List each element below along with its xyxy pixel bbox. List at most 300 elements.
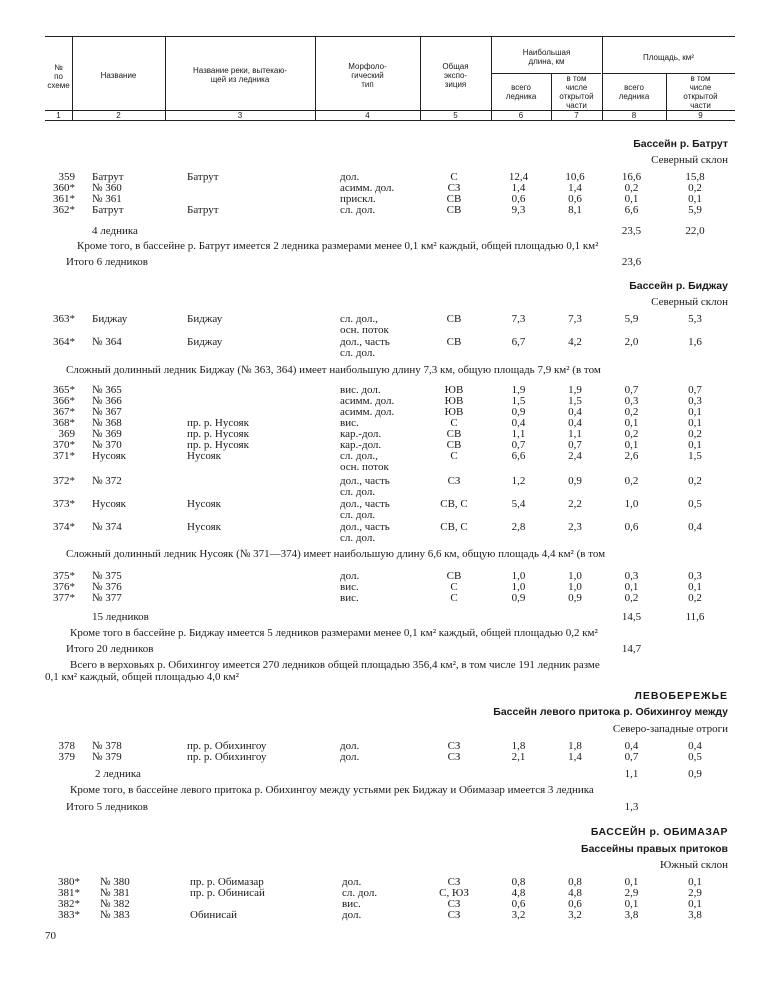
cell-a2: 0,1 xyxy=(688,417,702,429)
cell-a1: 0,2 xyxy=(624,475,639,487)
cell-type: вис. xyxy=(342,898,361,910)
cell-river: Нусояк xyxy=(187,498,222,510)
cell-n: 363* xyxy=(53,313,75,325)
cell-l1: 5,4 xyxy=(511,498,526,510)
header-area-total xyxy=(602,83,666,101)
cell-l1: 1,4 xyxy=(511,182,526,194)
cell-river: пр. р. Обихингоу xyxy=(187,751,267,763)
header-text: всего xyxy=(511,83,531,92)
page-number: 70 xyxy=(45,930,56,942)
cell-name: Батрут xyxy=(92,171,124,183)
cell-a1: 5,9 xyxy=(624,313,639,325)
cell-l1: 9,3 xyxy=(511,204,526,216)
cell-l2: 1,1 xyxy=(568,428,582,440)
header-text: зиция xyxy=(444,80,467,89)
cell-name: № 379 xyxy=(92,751,122,763)
cell-type: вис. xyxy=(340,592,359,604)
cell-river: пр. р. Нусояк xyxy=(187,439,249,451)
cell-l2: 0,6 xyxy=(568,898,582,910)
cell-a1: 0,7 xyxy=(624,384,639,396)
cell-exp: СВ xyxy=(446,204,462,216)
cell-n: 371* xyxy=(53,450,75,462)
cell-exp: СЗ xyxy=(447,475,461,487)
cell-exp: С xyxy=(450,171,458,183)
cell-name: № 366 xyxy=(92,395,122,407)
cell-l1: 4,8 xyxy=(511,887,526,899)
cell-a2: 0,1 xyxy=(688,406,702,418)
cell-l2: 1,4 xyxy=(568,751,582,763)
summary-text: Всего в верховьях р. Обихингоу имеется 270 ледников общей площадью 356,4 км², в том числе 191 ледник разме xyxy=(70,659,600,671)
cell-type: прискл. xyxy=(340,193,376,205)
cell-exp: СЗ xyxy=(447,876,461,888)
cell-name: № 364 xyxy=(92,336,122,348)
cell-n: 383* xyxy=(58,909,80,921)
cell-l1: 6,6 xyxy=(511,450,526,462)
cell-l2: 0,6 xyxy=(568,193,582,205)
cell-a2: 1,6 xyxy=(688,336,702,348)
section-title: Бассейн р. Батрут xyxy=(633,138,728,150)
cell-n: 362* xyxy=(53,204,75,216)
header-top-rule xyxy=(45,36,735,37)
cell-l1: 6,7 xyxy=(511,336,526,348)
header-text: ледника xyxy=(618,92,650,101)
cell-l2: 0,4 xyxy=(568,417,582,429)
header-text: Наибольшая xyxy=(522,48,571,57)
cell-name: № 367 xyxy=(92,406,122,418)
cell-l2: 0,9 xyxy=(568,592,582,604)
col-divider xyxy=(602,36,603,120)
header-text: Название реки, вытекаю- xyxy=(192,66,288,75)
cell-l2: 0,8 xyxy=(568,876,582,888)
cell-n: 360* xyxy=(53,182,75,194)
cell-n: 359 xyxy=(58,171,75,183)
summary-text: 0,1 км² каждый, общей площадью 4,0 км² xyxy=(45,671,239,683)
cell-exp: СЗ xyxy=(447,898,461,910)
cell-type: дол. xyxy=(340,751,360,763)
header-bottom-rule xyxy=(45,120,735,121)
header-text: ледника xyxy=(505,92,537,101)
cell-type: дол. xyxy=(342,909,362,921)
cell-a1: 3,8 xyxy=(624,909,639,921)
section-title: Бассейн левого притока р. Обихингоу между xyxy=(493,706,728,718)
cell-exp: СЗ xyxy=(447,740,461,752)
cell-a2: 1,5 xyxy=(688,450,702,462)
header-morph-type xyxy=(315,62,420,89)
column-number: 7 xyxy=(574,111,579,120)
cell-exp: ЮВ xyxy=(444,384,464,396)
column-number: 5 xyxy=(453,111,458,120)
cell-l2: 0,7 xyxy=(568,439,582,451)
header-length-open xyxy=(551,74,602,110)
cell-l2: 4,8 xyxy=(568,887,582,899)
cell-name: Нусояк xyxy=(92,498,127,510)
cell-l1: 1,2 xyxy=(511,475,526,487)
cell-exp: С xyxy=(450,581,458,593)
cell-n: 373* xyxy=(53,498,75,510)
cell-exp: СЗ xyxy=(447,182,461,194)
cell-l2: 2,3 xyxy=(568,521,582,533)
column-number: 3 xyxy=(237,111,243,120)
cell-river: Нусояк xyxy=(187,521,222,533)
cell-exp: СВ, С xyxy=(440,521,468,533)
cell-n: 374* xyxy=(53,521,75,533)
cell-type: дол., часть xyxy=(340,521,390,533)
header-text: всего xyxy=(624,83,644,92)
cell-name: № 372 xyxy=(92,475,122,487)
cell-l1: 2,1 xyxy=(511,751,526,763)
cell-exp: С xyxy=(450,450,458,462)
cell-l2: 1,0 xyxy=(568,581,582,593)
cell-exp: СВ xyxy=(446,428,462,440)
cell-a2: 5,9 xyxy=(688,204,702,216)
cell-a2: 15,8 xyxy=(685,171,705,183)
cell-river: пр. р. Обимазар xyxy=(190,876,264,888)
header-exposition xyxy=(420,62,491,89)
cell-l1: 0,8 xyxy=(511,876,526,888)
cell-river: Биджау xyxy=(187,313,223,325)
cell-a2: 0,3 xyxy=(688,570,702,582)
cell-a1: 0,4 xyxy=(624,740,639,752)
cell-type: кар.-дол. xyxy=(340,439,382,451)
total-area: 23,6 xyxy=(621,256,642,268)
cell-name: № 383 xyxy=(100,909,130,921)
header-text: тип xyxy=(361,80,374,89)
cell-l1: 0,4 xyxy=(511,417,526,429)
cell-n: 367* xyxy=(53,406,75,418)
cell-a2: 2,9 xyxy=(688,887,702,899)
cell-river: Батрут xyxy=(187,171,219,183)
header-river xyxy=(165,66,315,84)
header-text: по xyxy=(54,72,63,81)
header-length-total xyxy=(491,83,551,101)
cell-name: № 382 xyxy=(100,898,130,910)
cell-a1: 0,1 xyxy=(624,193,639,205)
cell-l2: 1,4 xyxy=(568,182,582,194)
column-number: 6 xyxy=(518,111,524,120)
cell-river: Биджау xyxy=(187,336,223,348)
section-subtitle: Южный склон xyxy=(659,859,728,871)
cell-a1: 0,1 xyxy=(624,439,639,451)
cell-exp: С, ЮЗ xyxy=(439,887,469,899)
cell-a1: 2,6 xyxy=(624,450,639,462)
cell-name: № 376 xyxy=(92,581,122,593)
section-heading: ЛЕВОБЕРЕЖЬЕ xyxy=(634,690,728,702)
cell-a1: 0,1 xyxy=(624,898,639,910)
cell-type: вис. дол. xyxy=(340,384,381,396)
cell-l2: 7,3 xyxy=(568,313,582,325)
cell-a2: 0,2 xyxy=(688,475,702,487)
cell-l1: 0,9 xyxy=(511,406,526,418)
cell-river: пр. р. Обинисай xyxy=(190,887,265,899)
cell-type: вис. xyxy=(340,417,359,429)
section-subtitle: Северо-западные отроги xyxy=(612,723,728,735)
subtotal-label: 4 ледника xyxy=(92,225,138,237)
cell-type: дол. xyxy=(342,876,362,888)
cell-a2: 3,8 xyxy=(688,909,702,921)
cell-l2: 10,6 xyxy=(565,171,585,183)
cell-a2: 0,1 xyxy=(688,876,702,888)
cell-a2: 0,5 xyxy=(688,751,702,763)
cell-a1: 0,3 xyxy=(624,570,639,582)
complex-glacier-note: Сложный долинный ледник Нусояк (№ 371—374) имеет наибольшую длину 6,6 км, общую площадь 4,4 км² (в том xyxy=(66,548,606,560)
cell-n: 370* xyxy=(53,439,75,451)
cell-n: 372* xyxy=(53,475,75,487)
cell-a2: 0,2 xyxy=(688,428,702,440)
header-text: в том xyxy=(566,74,587,83)
cell-name: № 368 xyxy=(92,417,122,429)
cell-a2: 0,1 xyxy=(688,439,702,451)
cell-l2: 1,0 xyxy=(568,570,582,582)
cell-name: № 377 xyxy=(92,592,122,604)
cell-n: 376* xyxy=(53,581,75,593)
cell-type: дол., часть xyxy=(340,475,390,487)
cell-n: 381* xyxy=(58,887,80,899)
cell-l1: 1,8 xyxy=(511,740,526,752)
cell-name: Нусояк xyxy=(92,450,127,462)
header-text: открытой xyxy=(683,92,718,101)
cell-type: дол. xyxy=(340,570,360,582)
cell-a2: 0,3 xyxy=(688,395,702,407)
total-area: 1,3 xyxy=(624,801,639,813)
cell-river: Обинисай xyxy=(190,909,237,921)
header-text: длина, км xyxy=(528,57,565,66)
column-number: 8 xyxy=(631,111,637,120)
header-text: Морфоло- xyxy=(348,62,387,71)
section-note: Кроме того в бассейне р. Биджау имеется 5 ледников размерами менее 0,1 км² каждый, общей площадью 0,2 км² xyxy=(70,627,598,639)
subtotal-area-open: 11,6 xyxy=(685,611,705,623)
cell-l2: 4,2 xyxy=(568,336,582,348)
cell-type: сл. дол. xyxy=(340,509,376,521)
header-text: схеме xyxy=(47,81,70,90)
section-heading: БАССЕЙН р. ОБИМАЗАР xyxy=(590,826,728,838)
cell-exp: ЮВ xyxy=(444,395,464,407)
cell-type: асимм. дол. xyxy=(340,406,395,418)
cell-a1: 16,6 xyxy=(621,171,642,183)
cell-type: осн. поток xyxy=(340,324,389,336)
cell-river: пр. р. Нусояк xyxy=(187,417,249,429)
header-area-open xyxy=(666,74,735,110)
subtotal-area: 14,5 xyxy=(621,611,642,623)
cell-l1: 12,4 xyxy=(508,171,529,183)
header-text: числе xyxy=(565,83,588,92)
header-text: части xyxy=(690,101,711,110)
cell-a1: 0,2 xyxy=(624,182,639,194)
header-text: гический xyxy=(351,71,384,80)
cell-type: осн. поток xyxy=(340,461,389,473)
cell-l1: 0,6 xyxy=(511,898,526,910)
cell-name: № 381 xyxy=(100,887,130,899)
subtotal-label: 2 ледника xyxy=(95,768,141,780)
cell-name: № 360 xyxy=(92,182,122,194)
cell-n: 375* xyxy=(53,570,75,582)
cell-a2: 0,1 xyxy=(688,581,702,593)
cell-exp: СВ xyxy=(446,193,462,205)
cell-l1: 1,0 xyxy=(511,570,526,582)
header-number xyxy=(45,63,72,90)
cell-a1: 0,7 xyxy=(624,751,639,763)
cell-type: сл. дол. xyxy=(340,347,376,359)
cell-a1: 0,3 xyxy=(624,395,639,407)
subtotal-area: 1,1 xyxy=(624,768,639,780)
cell-exp: СВ xyxy=(446,570,462,582)
column-number: 4 xyxy=(365,111,370,120)
cell-type: дол. xyxy=(340,740,360,752)
cell-n: 365* xyxy=(53,384,75,396)
total-label: Итого 6 ледников xyxy=(66,256,148,268)
cell-name: № 365 xyxy=(92,384,122,396)
cell-exp: СЗ xyxy=(447,751,461,763)
cell-type: сл. дол. xyxy=(342,887,378,899)
header-name: Название xyxy=(100,71,137,80)
cell-type: кар.-дол. xyxy=(340,428,382,440)
cell-exp: С xyxy=(450,592,458,604)
section-title: Бассейн р. Биджау xyxy=(629,280,728,292)
cell-type: сл. дол. xyxy=(340,204,376,216)
subtotal-area-open: 22,0 xyxy=(685,225,705,237)
total-area: 14,7 xyxy=(621,643,642,655)
cell-name: № 378 xyxy=(92,740,122,752)
section-note: Кроме того, в бассейне левого притока р. Обихингоу между устьями рек Биджау и Обимазар имеется 3 ледника xyxy=(70,784,594,796)
cell-n: 369 xyxy=(58,428,75,440)
cell-name: Биджау xyxy=(92,313,128,325)
cell-l2: 1,8 xyxy=(568,740,582,752)
cell-n: 368* xyxy=(53,417,75,429)
cell-a1: 0,1 xyxy=(624,581,639,593)
cell-n: 361* xyxy=(53,193,75,205)
cell-a1: 0,1 xyxy=(624,417,639,429)
cell-l1: 2,8 xyxy=(511,521,526,533)
column-number: 1 xyxy=(56,111,61,120)
cell-l1: 1,5 xyxy=(511,395,526,407)
cell-name: № 380 xyxy=(100,876,130,888)
cell-a2: 5,3 xyxy=(688,313,702,325)
cell-exp: ЮВ xyxy=(444,406,464,418)
cell-type: сл. дол. xyxy=(340,486,376,498)
cell-n: 382* xyxy=(58,898,80,910)
cell-n: 380* xyxy=(58,876,80,888)
header-text: открытой xyxy=(559,92,594,101)
cell-a1: 0,6 xyxy=(624,521,639,533)
cell-name: № 374 xyxy=(92,521,122,533)
cell-a1: 6,6 xyxy=(624,204,639,216)
cell-a1: 2,9 xyxy=(624,887,639,899)
cell-n: 377* xyxy=(53,592,75,604)
cell-l1: 0,7 xyxy=(511,439,526,451)
cell-type: дол., часть xyxy=(340,498,390,510)
cell-type: дол., часть xyxy=(340,336,390,348)
cell-a1: 0,2 xyxy=(624,592,639,604)
header-area-group: Площадь, км² xyxy=(643,53,694,62)
cell-a2: 0,5 xyxy=(688,498,702,510)
header-text: в том xyxy=(690,74,711,83)
column-number: 2 xyxy=(116,111,121,120)
cell-type: дол. xyxy=(340,171,360,183)
cell-l2: 2,4 xyxy=(568,450,582,462)
cell-exp: СВ xyxy=(446,313,462,325)
section-title: Бассейны правых притоков xyxy=(581,843,728,855)
cell-type: сл. дол. xyxy=(340,532,376,544)
cell-n: 378 xyxy=(58,740,75,752)
section-subtitle: Северный склон xyxy=(651,296,728,308)
cell-n: 366* xyxy=(53,395,75,407)
header-text: экспо- xyxy=(443,71,468,80)
cell-type: асимм. дол. xyxy=(340,395,395,407)
cell-river: пр. р. Нусояк xyxy=(187,428,249,440)
header-text: Общая xyxy=(442,62,469,71)
cell-river: Нусояк xyxy=(187,450,222,462)
cell-n: 379 xyxy=(58,751,75,763)
cell-a2: 0,7 xyxy=(688,384,702,396)
cell-exp: СВ xyxy=(446,336,462,348)
complex-glacier-note: Сложный долинный ледник Биджау (№ 363, 364) имеет наибольшую длину 7,3 км, общую площадь 7,9 км² (в том xyxy=(66,364,601,376)
cell-l2: 2,2 xyxy=(568,498,582,510)
cell-type: вис. xyxy=(340,581,359,593)
cell-a1: 0,1 xyxy=(624,876,639,888)
cell-l2: 1,5 xyxy=(568,395,582,407)
cell-exp: СВ xyxy=(446,439,462,451)
cell-l1: 1,0 xyxy=(511,581,526,593)
cell-a2: 0,1 xyxy=(688,193,702,205)
cell-n: 364* xyxy=(53,336,75,348)
cell-a1: 2,0 xyxy=(624,336,639,348)
section-subtitle: Северный склон xyxy=(651,154,728,166)
cell-l2: 0,4 xyxy=(568,406,582,418)
cell-exp: СЗ xyxy=(447,909,461,921)
cell-river: Батрут xyxy=(187,204,219,216)
cell-a2: 0,1 xyxy=(688,898,702,910)
cell-name: № 375 xyxy=(92,570,122,582)
cell-l1: 0,9 xyxy=(511,592,526,604)
cell-exp: С xyxy=(450,417,458,429)
cell-name: № 369 xyxy=(92,428,122,440)
cell-type: сл. дол., xyxy=(340,313,378,325)
cell-name: № 361 xyxy=(92,193,122,205)
cell-l2: 1,9 xyxy=(568,384,582,396)
subtotal-area: 23,5 xyxy=(621,225,642,237)
total-label: Итого 5 ледников xyxy=(66,801,148,813)
cell-a2: 0,2 xyxy=(688,592,702,604)
cell-a1: 0,2 xyxy=(624,406,639,418)
cell-l1: 3,2 xyxy=(511,909,526,921)
cell-exp: СВ, С xyxy=(440,498,468,510)
cell-l1: 1,9 xyxy=(511,384,526,396)
cell-type: асимм. дол. xyxy=(340,182,395,194)
cell-a2: 0,4 xyxy=(688,521,702,533)
cell-name: Батрут xyxy=(92,204,124,216)
header-text: щей из ледника xyxy=(210,75,270,84)
header-text: части xyxy=(566,101,587,110)
cell-l1: 1,1 xyxy=(511,428,526,440)
cell-l1: 7,3 xyxy=(511,313,526,325)
column-number: 9 xyxy=(698,111,703,120)
cell-name: № 370 xyxy=(92,439,122,451)
total-label: Итого 20 ледников xyxy=(66,643,154,655)
cell-l2: 3,2 xyxy=(568,909,582,921)
cell-a2: 0,4 xyxy=(688,740,702,752)
subtotal-label: 15 ледников xyxy=(92,611,149,623)
cell-a2: 0,2 xyxy=(688,182,702,194)
cell-river: пр. р. Обихингоу xyxy=(187,740,267,752)
cell-a1: 1,0 xyxy=(624,498,639,510)
header-text: числе xyxy=(689,83,712,92)
cell-type: сл. дол., xyxy=(340,450,378,462)
header-length-group xyxy=(491,48,602,66)
cell-l2: 0,9 xyxy=(568,475,582,487)
header-text: № xyxy=(54,63,63,72)
subtotal-area-open: 0,9 xyxy=(688,768,702,780)
cell-l1: 0,6 xyxy=(511,193,526,205)
section-note: Кроме того, в бассейне р. Батрут имеется 2 ледника размерами менее 0,1 км² каждый, общей площадью 0,1 км² xyxy=(77,240,599,252)
